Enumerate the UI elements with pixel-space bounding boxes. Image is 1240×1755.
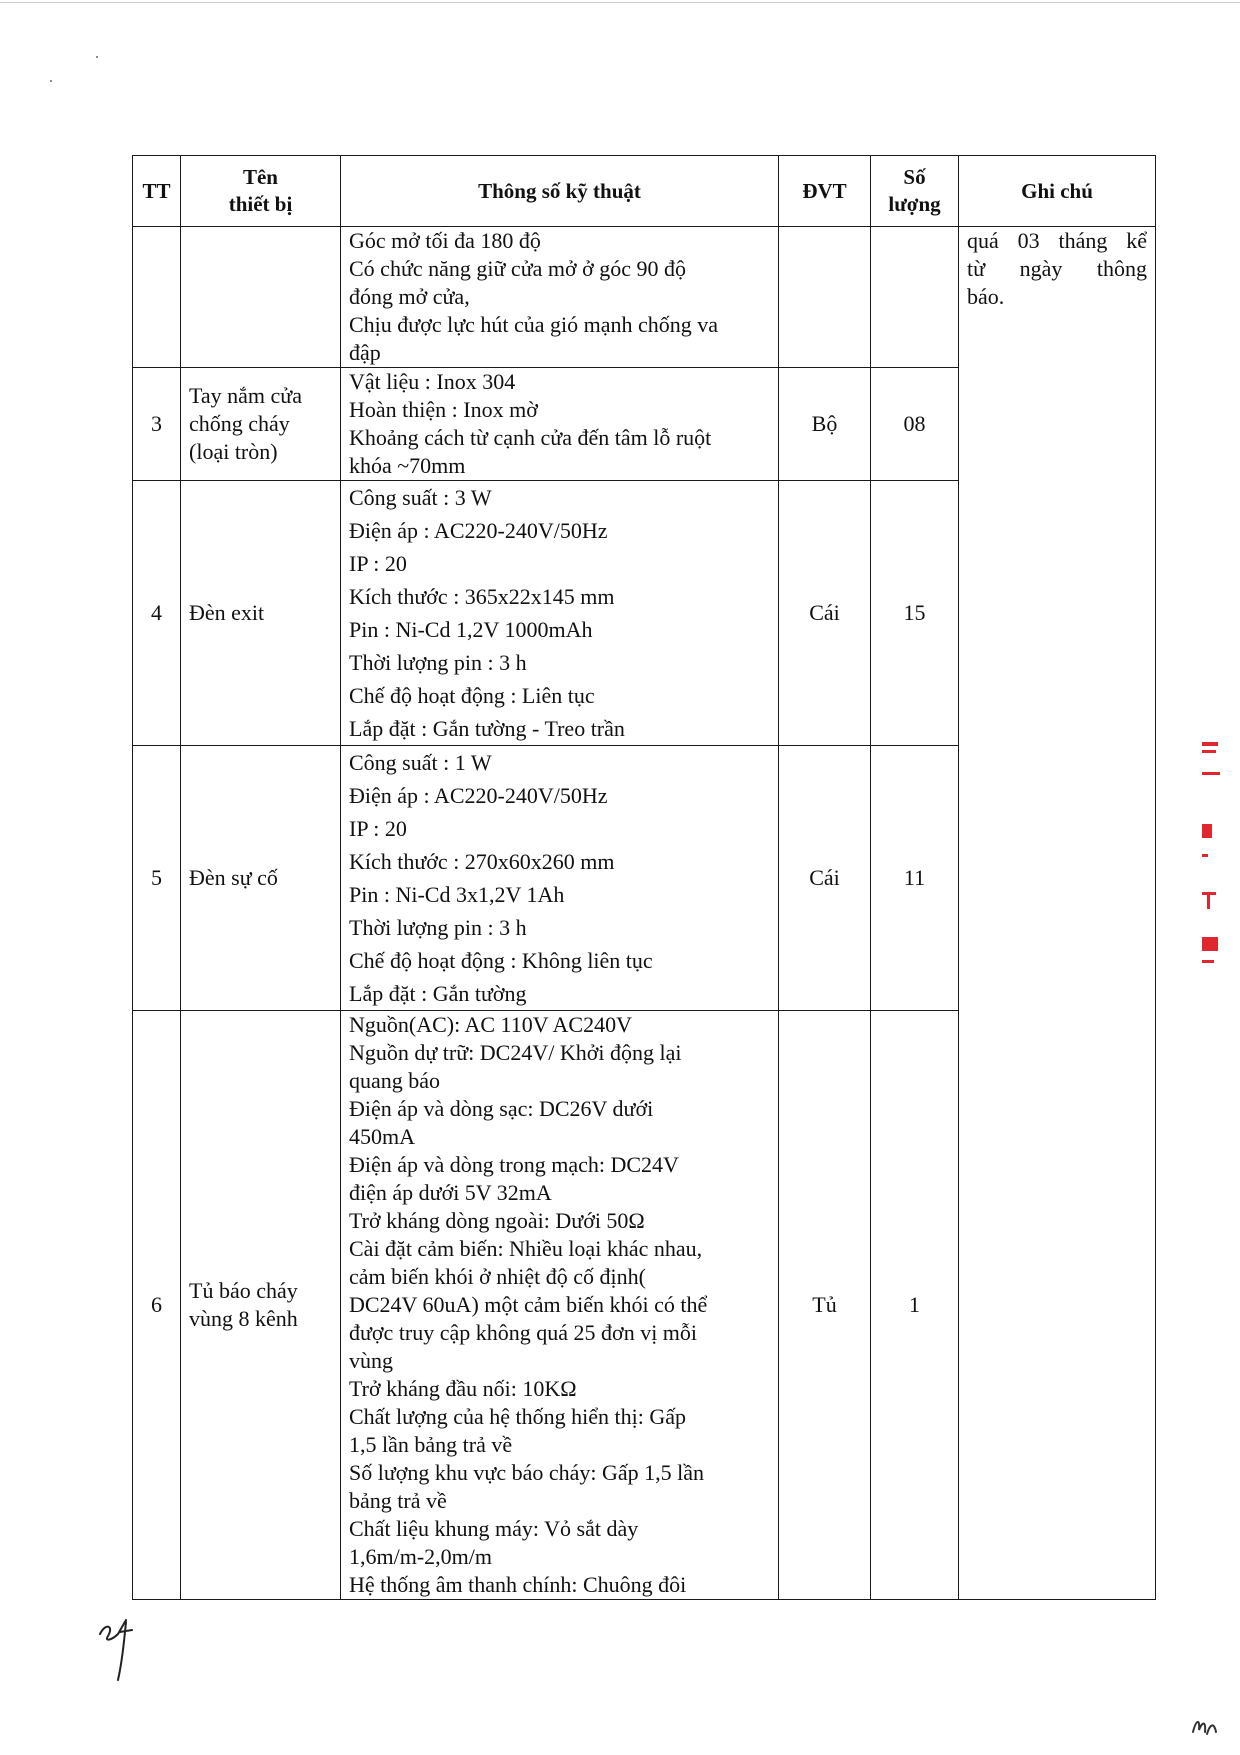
header-note: Ghi chú: [959, 156, 1156, 227]
device-name-cell: Tủ báo cháy vùng 8 kênh: [181, 1011, 341, 1600]
table-row-continuation: [133, 227, 1156, 368]
scan-top-edge: [0, 2, 1240, 3]
device-name-cell: Đèn exit: [181, 481, 341, 746]
quantity-cell: 15: [871, 481, 959, 746]
spec-cell: Công suất : 1 W Điện áp : AC220-240V/50Hz IP : 20 Kích thước : 270x60x260 mm Pin : Ni-Cd 3x1,2V 1Ah Thời lượng pin : 3 h Chế độ hoạt động : Không liên tục Lắp đặt : Gắn tường: [341, 746, 779, 1011]
equipment-spec-table: [132, 155, 1156, 1600]
header-device-name: Tên thiết bị: [181, 156, 341, 227]
stamp-fragment: [1202, 937, 1218, 951]
device-name-cell: [181, 227, 341, 368]
handwritten-initials: [96, 1612, 156, 1682]
unit-cell: Cái: [779, 746, 871, 1011]
header-specification: Thông số kỹ thuật: [341, 156, 779, 227]
device-name-cell: Đèn sự cố: [181, 746, 341, 1011]
spec-cell: Nguồn(AC): AC 110V AC240V Nguồn dự trữ: DC24V/ Khởi động lại quang báo Điện áp và dòng sạc: DC26V dưới 450mA Điện áp và dòng trong mạch: DC24V điện áp dưới 5V 32mA Trở kháng dòng ngoài: Dưới 50Ω Cài đặt cảm biến: Nhiều loại khác nhau, cảm biến khói ở nhiệt độ cố định( DC24V 60uA) một cảm biến khói có thể được truy cập không quá 25 đơn vị mỗi vùng Trở kháng đầu nối: 10KΩ Chất lượng của hệ thống hiển thị: Gấp 1,5 lần bảng trả về Số lượng khu vực báo cháy: Gấp 1,5 lần bảng trả về Chất liệu khung máy: Vỏ sắt dày 1,6m/m-2,0m/m Hệ thống âm thanh chính: Chuông đôi: [341, 1011, 779, 1600]
quantity-cell: [871, 227, 959, 368]
stamp-fragment: [1207, 895, 1210, 909]
spec-cell: Vật liệu : Inox 304 Hoàn thiện : Inox mờ Khoảng cách từ cạnh cửa đến tâm lỗ ruột khóa ~70mm: [341, 368, 779, 481]
unit-cell: Tủ: [779, 1011, 871, 1600]
tt-cell: 6: [133, 1011, 181, 1600]
stamp-fragment: [1202, 960, 1214, 963]
quantity-cell: 08: [871, 368, 959, 481]
header-unit: ĐVT: [779, 156, 871, 227]
tt-cell: 5: [133, 746, 181, 1011]
stamp-fragment: [1202, 742, 1218, 746]
header-quantity: Số lượng: [871, 156, 959, 227]
tt-cell: 3: [133, 368, 181, 481]
unit-cell: Cái: [779, 481, 871, 746]
stamp-fragment: [1202, 854, 1208, 857]
red-stamp-edge: [1198, 742, 1228, 982]
quantity-cell: 1: [871, 1011, 959, 1600]
scan-speck: [96, 56, 98, 58]
page-corner-initials: [1190, 1712, 1220, 1738]
note-cell: quá 03 tháng kể từ ngày thông báo.: [959, 227, 1156, 1600]
device-name-cell: Tay nắm cửa chống cháy (loại tròn): [181, 368, 341, 481]
scan-speck: [50, 80, 52, 82]
unit-cell: Bộ: [779, 368, 871, 481]
tt-cell: [133, 227, 181, 368]
header-row: [133, 156, 1156, 227]
tt-cell: 4: [133, 481, 181, 746]
header-tt: TT: [133, 156, 181, 227]
quantity-cell: 11: [871, 746, 959, 1011]
stamp-fragment: [1202, 772, 1220, 775]
unit-cell: [779, 227, 871, 368]
stamp-fragment: [1202, 824, 1212, 838]
spec-cell: Công suất : 3 W Điện áp : AC220-240V/50Hz IP : 20 Kích thước : 365x22x145 mm Pin : Ni-Cd 1,2V 1000mAh Thời lượng pin : 3 h Chế độ hoạt động : Liên tục Lắp đặt : Gắn tường - Treo trần: [341, 481, 779, 746]
stamp-fragment: [1202, 750, 1216, 753]
spec-cell: Góc mở tối đa 180 độ Có chức năng giữ cửa mở ở góc 90 độ đóng mở cửa, Chịu được lực hút của gió mạnh chống va đập: [341, 227, 779, 368]
